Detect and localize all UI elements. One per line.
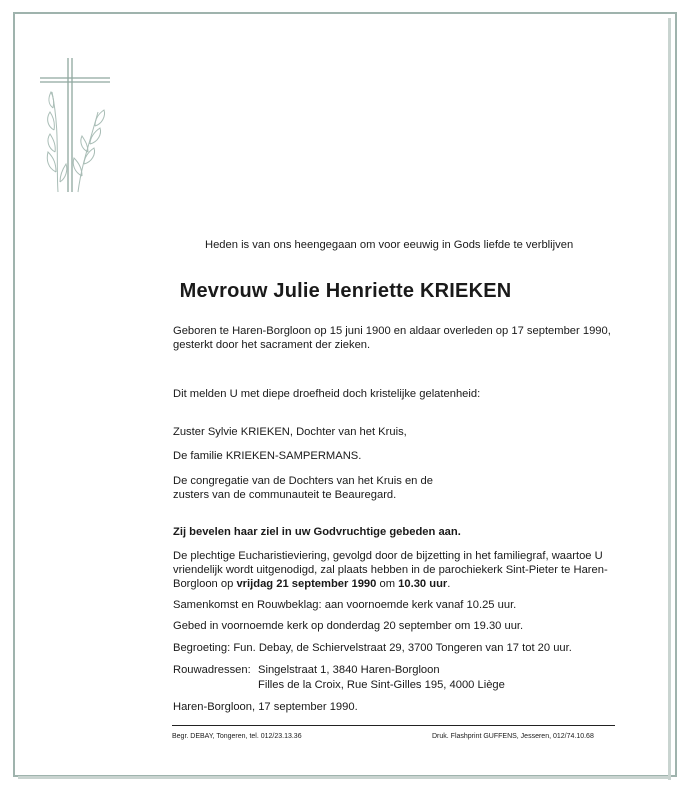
relative-family: De familie KRIEKEN-SAMPERMANS. xyxy=(173,450,362,462)
address-label: Rouwadressen: xyxy=(173,664,251,676)
relative-sister: Zuster Sylvie KRIEKEN, Dochter van het Kruis, xyxy=(173,426,407,438)
gathering-text: Samenkomst en Rouwbeklag: aan voornoemde kerk vanaf 10.25 uur. xyxy=(173,599,517,611)
deceased-name: Mevrouw Julie Henriette KRIEKEN xyxy=(179,280,512,302)
viewing-text: Begroeting: Fun. Debay, de Schiervelstraat 29, 3700 Tongeren van 17 tot 20 uur. xyxy=(173,642,572,654)
footer-printer: Druk. Flashprint GUFFENS, Jesseren, 012/74.10.68 xyxy=(432,733,594,740)
birth-death-line-2: gesterkt door het sacrament der zieken. xyxy=(173,339,371,351)
address-2: Filles de la Croix, Rue Sint-Gilles 195, 4000 Liège xyxy=(258,679,505,691)
congregation-line-2: zusters van de communauteit te Beauregard. xyxy=(173,489,397,501)
mass-line-2: vriendelijk wordt uitgenodigd, zal plaats hebben in de parochiekerk Sint-Pieter te Haren- xyxy=(173,564,608,576)
congregation-line-1: De congregatie van de Dochters van het Kruis en de xyxy=(173,475,433,487)
card-edge-bottom xyxy=(18,776,670,779)
card-edge-right xyxy=(668,18,671,780)
prayer-request: Zij bevelen haar ziel in uw Godvruchtige gebeden aan. xyxy=(173,526,461,538)
footer-divider xyxy=(172,725,615,726)
mass-line-3-start: Borgloon op xyxy=(173,578,237,590)
mass-line-3-end: . xyxy=(447,578,451,590)
birth-death-line-1: Geboren te Haren-Borgloon op 15 juni 1900 en aldaar overleden op 17 september 1990, xyxy=(173,325,611,337)
announcement-text: Dit melden U met diepe droefheid doch kristelijke gelatenheid: xyxy=(173,388,481,400)
address-1: Singelstraat 1, 3840 Haren-Borgloon xyxy=(258,664,440,676)
intro-text: Heden is van ons heengegaan om voor eeuwig in Gods liefde te verblijven xyxy=(205,239,574,251)
evening-prayer-text: Gebed in voornoemde kerk op donderdag 20 september om 19.30 uur. xyxy=(173,620,524,632)
cross-with-leaves-icon xyxy=(38,52,112,200)
mass-line-1: De plechtige Eucharistieviering, gevolgd door de bijzetting in het familiegraf, waartoe U xyxy=(173,550,603,562)
mass-line-3 xyxy=(173,577,450,591)
footer-undertaker: Begr. DEBAY, Tongeren, tel. 012/23.13.36 xyxy=(172,733,302,740)
mass-date: vrijdag 21 september 1990 xyxy=(236,578,377,590)
mass-time: 10.30 uur xyxy=(398,578,448,590)
mass-line-3-mid: om xyxy=(376,578,399,590)
place-date: Haren-Borgloon, 17 september 1990. xyxy=(173,701,358,713)
